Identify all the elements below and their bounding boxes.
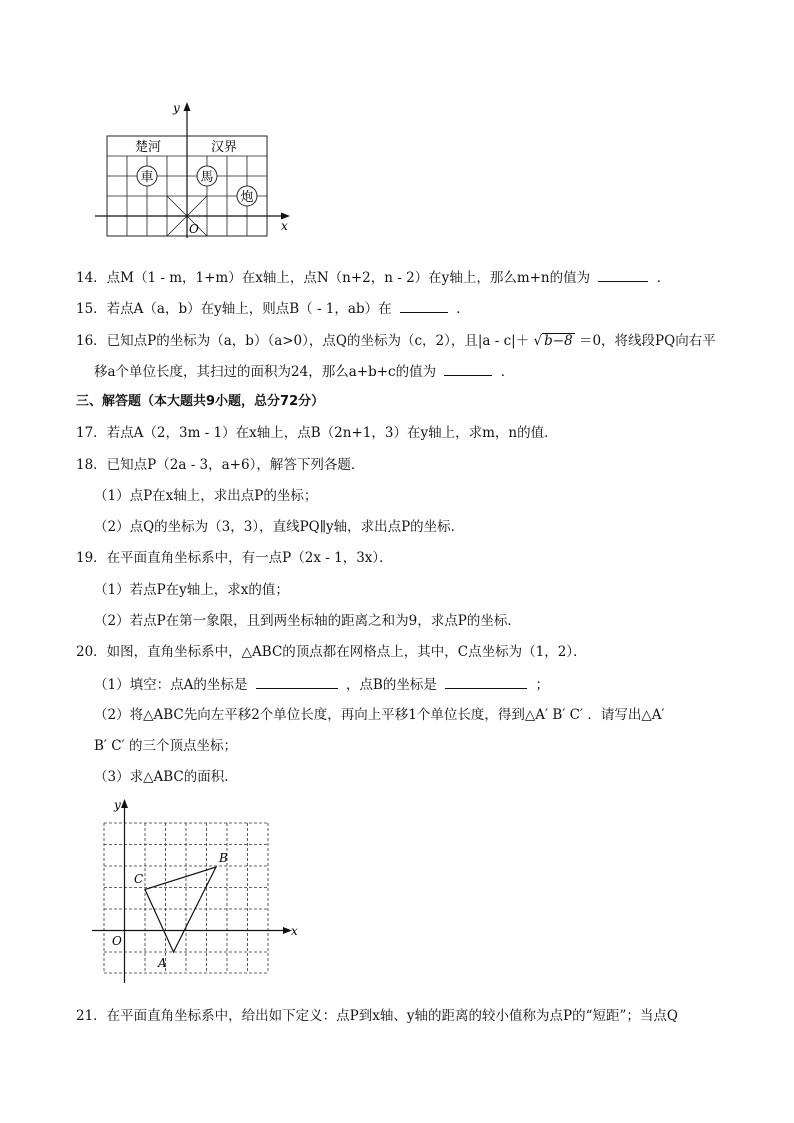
x-axis-label: x	[281, 219, 288, 233]
question-21: 21．在平面直角坐标系中，给出如下定义：点P到x轴、y轴的距离的较小值称为点P的“短距”；当点Q	[76, 1008, 678, 1024]
grid-y-axis-label: y	[114, 798, 121, 812]
y-axis-label: y	[173, 101, 180, 115]
vertex-b-label: B	[219, 851, 228, 865]
question-20-part-2-line-1: （2）将△ABC先向左平移2个单位长度，再向上平移1个单位长度，得到△A′ B′ C′ ．请写出△A′	[94, 707, 665, 723]
question-20-part-1-b: ，点B的坐标是	[345, 677, 437, 693]
question-20-part-1	[94, 674, 549, 695]
question-18-part-1: （1）点P在x轴上，求出点P的坐标；	[94, 488, 318, 504]
question-15-text: 15．若点A（a，b）在y轴上，则点B（ - 1，ab）在	[76, 301, 392, 317]
grid-origin-label: O	[112, 934, 122, 948]
question-16-text-b: ＝0，将线段PQ向右平	[578, 333, 716, 349]
piece-che-label: 車	[140, 170, 154, 185]
question-16-line-1: 16．已知点P的坐标为（a，b）（a>0），点Q的坐标为（c，2），且|a - c|＋ √ b−8 ＝0，将线段PQ向右平	[76, 333, 716, 349]
vertex-a-label: A	[158, 956, 167, 970]
grid-x-axis-label: x	[291, 924, 298, 938]
question-16-line-2	[94, 361, 514, 382]
question-14	[76, 267, 670, 288]
question-14-tail: ．	[656, 270, 671, 286]
origin-label: O	[189, 222, 199, 236]
vertex-c-label: C	[134, 872, 144, 886]
question-18-stem: 18．已知点P（2a - 3，a+6），解答下列各题．	[76, 457, 365, 473]
question-16-answer-blank[interactable]	[444, 361, 492, 376]
question-16-text-c: 移a个单位长度，其扫过的面积为24，那么a+b+c的值为	[94, 364, 437, 380]
question-15	[76, 298, 470, 319]
triangle-grid-figure	[92, 795, 307, 985]
question-20-stem: 20．如图，直角坐标系中，△ABC的顶点都在网格点上，其中，C点坐标为（1，2）．	[76, 644, 587, 660]
triangle-abc	[145, 867, 216, 952]
section-3-heading: 三、解答题（本大题共9小题，总分72分）	[76, 394, 325, 409]
piece-ma-label: 馬	[200, 170, 214, 185]
question-18-part-2: （2）点Q的坐标为（3，3），直线PQ∥y轴，求出点P的坐标．	[94, 519, 465, 535]
question-20-part-3: （3）求△ABC的面积．	[94, 769, 238, 785]
piece-pao-label: 炮	[240, 190, 254, 205]
river-right-label: 汉界	[211, 140, 238, 155]
question-19-part-1: （1）若点P在y轴上，求x的值；	[94, 582, 289, 598]
question-20-part-1-a: （1）填空：点A的坐标是	[94, 677, 248, 693]
question-15-answer-blank[interactable]	[400, 298, 448, 313]
question-19-part-2: （2）若点P在第一象限，且到两坐标轴的距离之和为9，求点P的坐标．	[94, 613, 521, 629]
question-20-part-1-c: ；	[535, 677, 549, 693]
question-17: 17．若点A（2，3m - 1）在x轴上，点B（2n+1，3）在y轴上，求m，n的值．	[76, 425, 558, 441]
question-20-part-2-line-2: B′ C′ 的三个顶点坐标；	[94, 738, 237, 754]
point-a-answer-blank[interactable]	[256, 674, 338, 689]
question-19-stem: 19．在平面直角坐标系中，有一点P（2x - 1，3x）．	[76, 550, 393, 566]
river-left-label: 楚河	[135, 140, 162, 155]
question-14-text: 14．点M（1 - m，1+m）在x轴上，点N（n+2，n - 2）在y轴上，那么m+n的值为	[76, 270, 591, 286]
question-15-tail: ．	[456, 301, 470, 317]
question-16-text-a: 16．已知点P的坐标为（a，b）（a>0），点Q的坐标为（c，2），且|a - c|＋	[76, 333, 530, 349]
chess-coordinate-figure	[95, 100, 295, 240]
question-16-sqrt: b−8	[544, 333, 573, 349]
question-16-tail: ．	[500, 364, 515, 380]
point-b-answer-blank[interactable]	[445, 674, 527, 689]
question-14-answer-blank[interactable]	[598, 267, 648, 282]
